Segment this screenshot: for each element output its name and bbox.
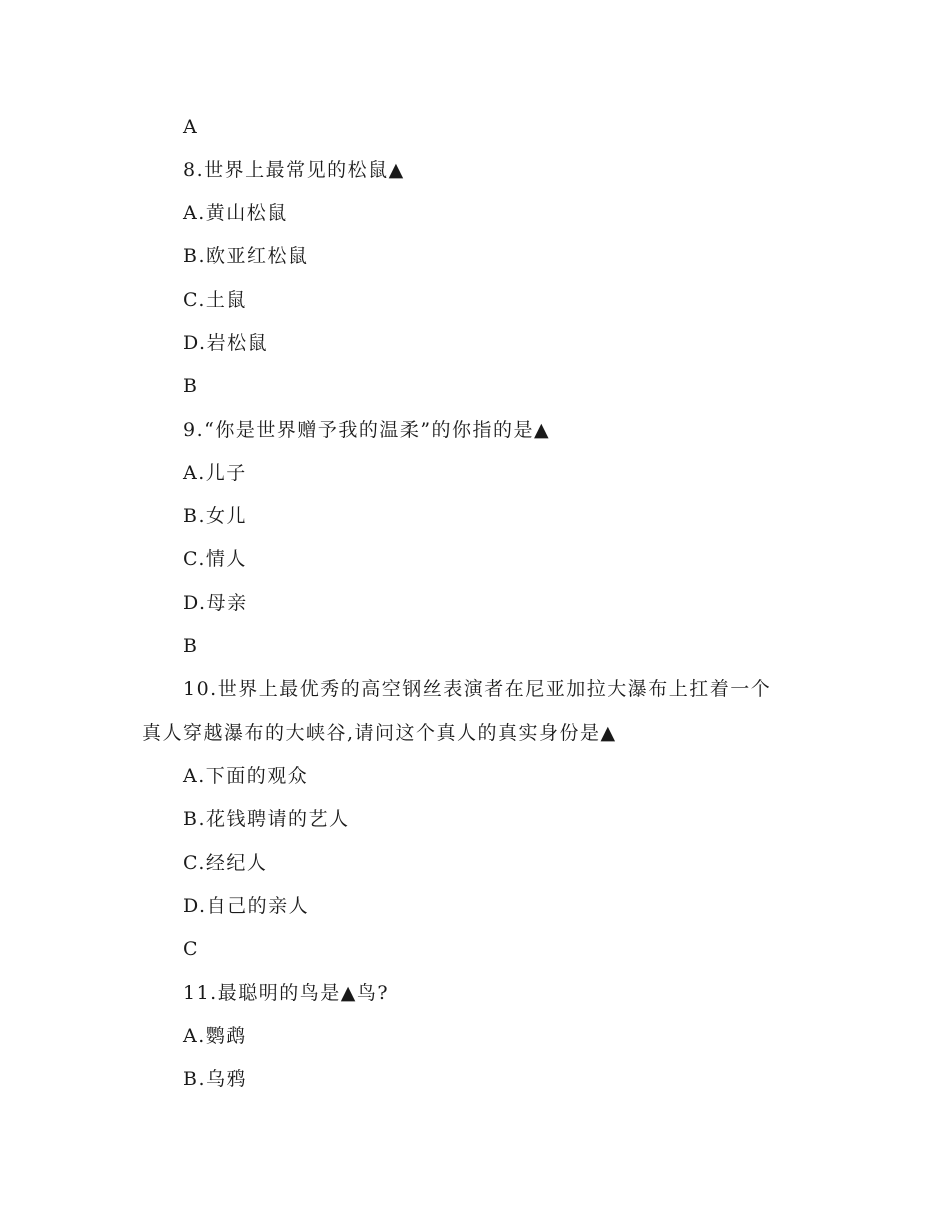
question-line-continued: 真人穿越瀑布的大峡谷,请问这个真人的真实身份是▲ — [142, 722, 617, 744]
option-line: D.自己的亲人 — [183, 895, 310, 917]
option-line: D.母亲 — [183, 592, 248, 614]
option-line: A.下面的观众 — [183, 765, 309, 787]
answer-line: C — [183, 938, 200, 960]
option-line: C.情人 — [183, 548, 247, 570]
option-line: B.女儿 — [183, 505, 248, 527]
option-line: C.经纪人 — [183, 852, 268, 874]
option-line: C.土鼠 — [183, 289, 247, 311]
answer-line: B — [183, 635, 199, 657]
answer-line: A — [183, 116, 199, 138]
option-line: B.欧亚红松鼠 — [183, 245, 309, 267]
option-line: A.黄山松鼠 — [183, 202, 288, 224]
option-line: D.岩松鼠 — [183, 332, 269, 354]
question-line: 11.最聪明的鸟是▲鸟? — [183, 982, 390, 1004]
answer-line: B — [183, 375, 199, 397]
option-line: B.花钱聘请的艺人 — [183, 808, 350, 830]
question-line: 10.世界上最优秀的高空钢丝表演者在尼亚加拉大瀑布上扛着一个 — [183, 678, 772, 700]
option-line: B.乌鸦 — [183, 1068, 248, 1090]
question-line: 8.世界上最常见的松鼠▲ — [183, 159, 405, 181]
option-line: A.鹦鹉 — [183, 1025, 247, 1047]
option-line: A.儿子 — [183, 462, 247, 484]
question-line: 9.“你是世界赠予我的温柔”的你指的是▲ — [183, 419, 551, 441]
